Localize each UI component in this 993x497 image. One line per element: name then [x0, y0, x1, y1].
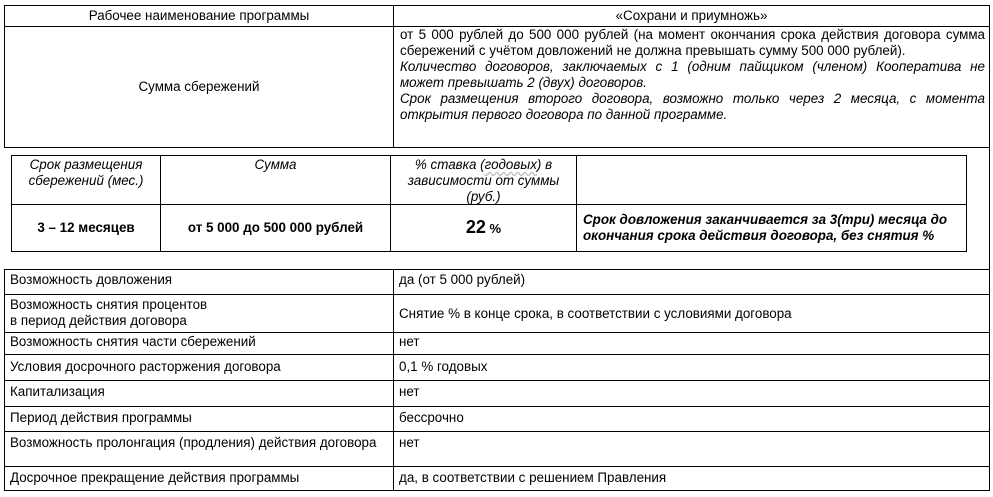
- rates-rate-unit: %: [485, 221, 502, 236]
- savings-amount-label-text: Сумма сбережений: [138, 79, 260, 94]
- rates-term-value-text: 3 – 12 месяцев: [37, 220, 135, 235]
- row-prolongation-label-text: Возможность пролонгация (продления) действия договора: [10, 435, 377, 450]
- rates-header-rate: [391, 156, 576, 204]
- savings-amount-terms: [394, 27, 989, 147]
- rates-sum-value: [161, 205, 390, 251]
- rates-header-sum-text: Сумма: [254, 157, 297, 172]
- row-partial-withdrawal-label-text: Возможность снятия части сбережений: [10, 334, 256, 349]
- grid-line: [4, 490, 989, 491]
- row-topup-label: [5, 271, 393, 294]
- rates-header-sum: [161, 156, 390, 204]
- row-capitalization-value-text: нет: [399, 384, 420, 399]
- rates-term-value: [12, 205, 160, 251]
- row-prolongation-value-text: нет: [399, 435, 420, 450]
- row-program-period-label-text: Период действия программы: [10, 410, 192, 425]
- header-program-label-text: Рабочее наименование программы: [88, 8, 310, 23]
- rates-topup-note-text: Срок довложения заканчивается за 3(три) месяца до окончания срока действия договора, без снятия %: [583, 212, 948, 243]
- row-program-termination-value: [394, 469, 989, 490]
- rates-topup-note: [577, 205, 966, 251]
- row-prolongation-label: [5, 434, 393, 466]
- rates-sum-value-text: от 5 000 до 500 000 рублей: [187, 220, 364, 235]
- row-capitalization-label-text: Капитализация: [10, 384, 105, 399]
- row-partial-withdrawal-value: [394, 333, 989, 354]
- row-interest-withdrawal-label: [5, 296, 393, 332]
- row-capitalization-value: [394, 383, 989, 406]
- rates-header-term: [12, 156, 160, 204]
- row-partial-withdrawal-value-text: нет: [399, 334, 420, 349]
- row-early-termination-label-text: Условия досрочного расторжения договора: [10, 359, 281, 374]
- grid-line: [4, 354, 989, 355]
- rates-header-rate-word: годовых: [484, 157, 537, 172]
- row-program-period-label: [5, 409, 393, 431]
- row-program-period-value-text: бессрочно: [399, 410, 464, 425]
- rates-rate-number: 22: [465, 217, 486, 237]
- second-contract-paragraph: Срок размещения второго договора, возможно только через 2 месяца, с момента открытия первого договора по данной программе.: [400, 91, 985, 122]
- savings-amount-paragraph: от 5 000 рублей до 500 000 рублей (на момент окончания срока действия договора сумма сбережений с учётом довложений не должна превышать сумму 500 000 рублей).: [400, 27, 985, 58]
- row-topup-label-text: Возможность довложения: [10, 272, 173, 287]
- row-early-termination-value: [394, 358, 989, 380]
- row-early-termination-value-text: 0,1 % годовых: [399, 359, 488, 374]
- row-topup-value-text: да (от 5 000 рублей): [399, 272, 526, 287]
- rates-rate-value: [391, 205, 576, 251]
- grid-line: [4, 269, 989, 270]
- row-topup-value: [394, 271, 989, 294]
- savings-amount-label: [5, 27, 393, 147]
- grid-line: [989, 5, 990, 491]
- grid-line: [4, 147, 989, 148]
- grid-line: [4, 406, 989, 407]
- grid-line: [4, 380, 989, 381]
- row-prolongation-value: [394, 434, 989, 466]
- rates-header-rate-pre: % ставка (: [414, 157, 485, 172]
- grid-line: [4, 431, 989, 432]
- grid-line: [966, 155, 967, 252]
- row-program-period-value: [394, 409, 989, 431]
- row-interest-withdrawal-value-text: Снятие % в конце срока, в соответствии с условиями договора: [399, 305, 792, 321]
- rates-header-term-text: Срок размещения сбережений (мес.): [28, 157, 144, 188]
- header-program-name-text: «Сохрани и приумножь»: [615, 8, 768, 23]
- row-early-termination-label: [5, 358, 393, 380]
- row-program-termination-value-text: да, в соответствии с решением Правления: [399, 470, 667, 485]
- header-program-label: [5, 6, 393, 26]
- row-capitalization-label: [5, 383, 393, 406]
- row-partial-withdrawal-label: [5, 333, 393, 354]
- row-interest-withdrawal-label-text: Возможность снятия процентов в период действия договора: [10, 297, 208, 328]
- row-program-termination-label-text: Досрочное прекращение действия программы: [10, 470, 300, 485]
- contracts-limit-paragraph: Количество договоров, заключаемых с 1 (одним пайщиком (членом) Кооператива не может превышать 2 (двух) договоров.: [400, 59, 985, 90]
- row-interest-withdrawal-value: [394, 295, 989, 332]
- grid-line: [4, 466, 989, 467]
- grid-line: [11, 251, 967, 252]
- header-program-name: [394, 6, 989, 26]
- rates-header-rate-post: ) в зависимости от суммы (руб.): [407, 157, 560, 204]
- row-program-termination-label: [5, 469, 393, 490]
